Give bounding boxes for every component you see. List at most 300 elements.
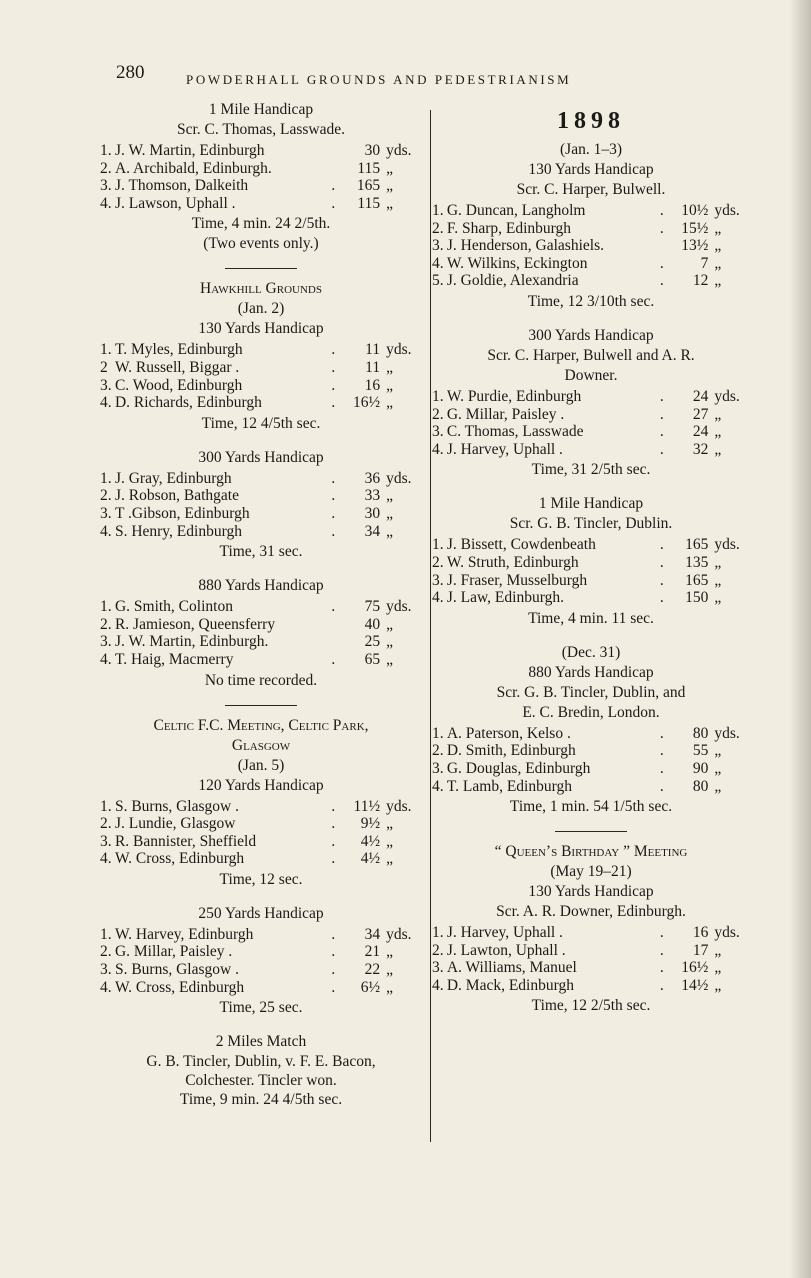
competitor-name: C. Wood, Edinburgh (114, 376, 243, 394)
leader-dot: . (331, 943, 336, 961)
results-list (100, 598, 422, 668)
result-row (100, 359, 422, 377)
leader-dot: . (331, 832, 336, 850)
leader-dot (316, 633, 350, 651)
result-row (100, 598, 422, 616)
competitor-name: W. Wilkins, Eckington (446, 254, 588, 272)
handicap-unit: „ (714, 959, 722, 977)
results-list (100, 470, 422, 540)
leader-dot: . (659, 571, 664, 589)
event-section (432, 643, 750, 817)
handicap-unit: „ (714, 254, 722, 272)
result-row (100, 341, 422, 359)
handicap-value: 15½ (681, 219, 709, 237)
place-number: 1. (432, 724, 444, 742)
running-title: POWDERHALL GROUNDS AND PEDESTRIANISM (186, 72, 572, 87)
event-title: 300 Yards Handicap (528, 326, 654, 344)
results-list (432, 725, 750, 795)
handicap-unit: „ (714, 777, 722, 795)
competitor-name: J. Lundie, Glasgow (114, 815, 236, 833)
event-title: 880 Yards Handicap (198, 577, 324, 595)
handicap-unit: „ (714, 405, 722, 423)
result-row (100, 850, 422, 868)
handicap-value: 115 (357, 194, 381, 212)
handicap-value: 30 (364, 504, 381, 522)
place-number: 4. (100, 978, 112, 996)
competitor-name: G. Millar, Paisley . (446, 405, 565, 423)
result-row (100, 616, 422, 634)
place-number: 2. (100, 487, 112, 505)
competitor-name: J. Harvey, Uphall . (446, 440, 563, 458)
handicap-value: 7 (700, 254, 709, 272)
meeting-heading: Hawkhill Grounds (200, 280, 322, 298)
place-number: 3. (100, 504, 112, 522)
place-number: 1. (100, 925, 112, 943)
place-number: 3. (100, 177, 112, 195)
place-number: 1. (432, 387, 444, 405)
place-number: 4. (432, 440, 444, 458)
result-row (432, 959, 750, 977)
handicap-value: 135 (685, 553, 709, 571)
place-number: 3. (100, 832, 112, 850)
competitor-name: A. Paterson, Kelso . (446, 724, 571, 742)
result-row (100, 943, 422, 961)
handicap-unit: yds. (386, 469, 412, 487)
result-row (432, 388, 750, 406)
leader-dot: . (331, 341, 336, 359)
handicap-value: 13½ (681, 237, 709, 255)
leader-dot: . (331, 598, 336, 616)
result-row (432, 272, 750, 290)
place-number: 4. (432, 254, 444, 272)
handicap-unit: „ (386, 815, 393, 833)
meeting-date: (May 19–21) (550, 863, 632, 881)
event-title: 2 Miles Match (215, 1033, 307, 1051)
place-number: 5. (432, 272, 444, 290)
handicap-unit: yds. (386, 142, 412, 159)
competitor-name: T .Gibson, Edinburgh (114, 504, 250, 522)
handicap-value: 34 (364, 522, 381, 540)
competitor-name: W. Cross, Edinburgh (114, 850, 245, 868)
leader-dot: . (331, 394, 336, 412)
event-title: 880 Yards Handicap (528, 663, 654, 681)
event-section (432, 326, 750, 480)
place-number: 2. (100, 943, 112, 961)
leader-dot: . (659, 742, 664, 760)
section-rule (225, 268, 297, 269)
place-number: 4. (100, 194, 112, 212)
handicap-value: 10½ (681, 202, 709, 219)
results-list (100, 142, 422, 212)
handicap-value: 12 (692, 272, 709, 290)
place-number: 2. (100, 159, 112, 177)
leader-dot: . (659, 777, 664, 795)
handicap-value: 14½ (681, 976, 709, 994)
competitor-name: A. Archibald, Edinburgh. (114, 159, 272, 177)
handicap-unit: „ (386, 504, 393, 522)
handicap-value: 21 (364, 943, 381, 961)
place-number: 1. (432, 536, 444, 554)
result-row (100, 651, 422, 669)
year-heading: 1898 (557, 108, 625, 134)
place-number: 1. (100, 797, 112, 815)
handicap-value: 27 (692, 405, 709, 423)
handicap-unit: „ (386, 177, 393, 195)
handicap-unit: yds. (714, 387, 740, 405)
time-line: Time, 31 2/5th sec. (531, 461, 651, 479)
section-rule (555, 831, 627, 832)
leader-dot: . (331, 177, 336, 195)
match-text: G. B. Tincler, Dublin, v. F. E. Bacon, (146, 1053, 376, 1071)
place-number: 2. (432, 553, 444, 571)
result-row (432, 572, 750, 590)
result-row (432, 742, 750, 760)
results-list (432, 388, 750, 458)
result-row (432, 202, 750, 220)
competitor-name: G. Duncan, Langholm (446, 202, 586, 219)
result-row (432, 942, 750, 960)
results-list (100, 341, 422, 411)
competitor-name: J. Goldie, Alexandria (446, 272, 579, 290)
competitor-name: R. Jamieson, Queensferry (114, 615, 276, 633)
scratch-line: Scr. C. Thomas, Lasswade. (176, 121, 346, 138)
competitor-name: T. Lamb, Edinburgh (446, 777, 572, 795)
event-title: 120 Yards Handicap (198, 776, 324, 794)
time-line: Time, 4 min. 11 sec. (528, 609, 654, 627)
scratch-line: Scr. G. B. Tincler, Dublin. (509, 515, 673, 533)
handicap-value: 17 (692, 941, 709, 959)
time-line: Time, 25 sec. (219, 999, 303, 1017)
competitor-name: J. Robson, Bathgate (114, 487, 239, 505)
results-list (432, 924, 750, 994)
handicap-unit: „ (714, 759, 722, 777)
place-number: 3. (432, 423, 444, 441)
result-row (100, 177, 422, 195)
place-number: 1. (432, 924, 444, 942)
leader-dot (645, 237, 679, 255)
result-row (100, 487, 422, 505)
result-row (432, 406, 750, 424)
handicap-unit: „ (714, 237, 722, 255)
place-number: 4. (432, 589, 444, 607)
place-number: 1. (100, 598, 112, 616)
handicap-value: 36 (364, 469, 381, 487)
result-row (432, 589, 750, 607)
result-row (432, 220, 750, 238)
leader-dot: . (659, 924, 664, 942)
leader-dot: . (331, 487, 336, 505)
place-number: 4. (100, 650, 112, 668)
competitor-name: S. Burns, Glasgow . (114, 797, 239, 815)
place-number: 3. (432, 571, 444, 589)
time-line: Time, 4 min. 24 2/5th. (191, 215, 331, 233)
handicap-unit: „ (386, 943, 393, 961)
handicap-value: 4½ (360, 850, 381, 868)
place-number: 3. (432, 759, 444, 777)
handicap-unit: yds. (386, 598, 412, 616)
place-number: 2. (432, 405, 444, 423)
result-row (100, 798, 422, 816)
handicap-unit: „ (386, 961, 393, 979)
handicap-value: 80 (692, 777, 709, 795)
scratch-line: Scr. A. R. Downer, Edinburgh. (496, 903, 686, 921)
handicap-value: 165 (685, 571, 709, 589)
handicap-value: 16½ (352, 394, 381, 412)
event-section (100, 279, 422, 433)
result-row (100, 523, 422, 541)
event-section (432, 494, 750, 628)
handicap-unit: „ (714, 553, 722, 571)
competitor-name: G. Smith, Colinton (114, 598, 233, 616)
event-section (100, 100, 422, 254)
event-title: 1 Mile Handicap (538, 495, 644, 513)
result-row (432, 725, 750, 743)
note-line: No time recorded. (204, 671, 318, 689)
handicap-value: 16½ (681, 959, 709, 977)
result-row (100, 142, 422, 160)
handicap-unit: „ (714, 219, 722, 237)
leader-dot: . (331, 978, 336, 996)
handicap-unit: „ (714, 589, 722, 607)
competitor-name: F. Sharp, Edinburgh (446, 219, 572, 237)
left-column (100, 100, 422, 1124)
handicap-unit: yds. (714, 536, 740, 554)
handicap-value: 9½ (360, 815, 381, 833)
result-row (432, 536, 750, 554)
competitor-name: J. Fraser, Musselburgh (446, 571, 588, 589)
handicap-unit: „ (386, 376, 393, 394)
note-line: (Two events only.) (203, 235, 319, 253)
event-section (100, 448, 422, 562)
competitor-name: G. Douglas, Edinburgh (446, 759, 591, 777)
meeting-heading: Celtic F.C. Meeting, Celtic Park, (153, 716, 369, 734)
result-row (432, 778, 750, 796)
competitor-name: C. Thomas, Lasswade (446, 423, 584, 441)
place-number: 2. (100, 815, 112, 833)
event-section (432, 842, 750, 1016)
result-row (432, 237, 750, 255)
scratch-line: Scr. C. Harper, Bulwell. (516, 181, 666, 198)
handicap-unit: yds. (714, 202, 740, 219)
leader-dot: . (659, 976, 664, 994)
place-number: 4. (432, 976, 444, 994)
handicap-value: 75 (364, 598, 381, 616)
result-row (100, 377, 422, 395)
handicap-value: 16 (692, 924, 709, 942)
scratch-line: Scr. C. Harper, Bulwell and A. R. (487, 346, 695, 364)
handicap-unit: „ (386, 159, 393, 177)
place-number: 2. (432, 219, 444, 237)
handicap-unit: „ (386, 615, 393, 633)
handicap-value: 11 (365, 358, 381, 376)
handicap-value: 4½ (360, 832, 381, 850)
leader-dot: . (331, 650, 336, 668)
competitor-name: D. Mack, Edinburgh (446, 976, 575, 994)
handicap-unit: „ (714, 440, 722, 458)
result-row (100, 195, 422, 213)
handicap-value: 30 (364, 142, 381, 159)
competitor-name: R. Bannister, Sheffield (114, 832, 257, 850)
handicap-value: 24 (692, 387, 709, 405)
handicap-unit: „ (386, 633, 393, 651)
handicap-value: 24 (692, 423, 709, 441)
handicap-unit: „ (386, 850, 393, 868)
leader-dot: . (659, 759, 664, 777)
competitor-name: J. W. Martin, Edinburgh (114, 142, 265, 159)
leader-dot: . (331, 925, 336, 943)
leader-dot: . (659, 553, 664, 571)
place-number: 2. (432, 941, 444, 959)
handicap-unit: „ (386, 487, 393, 505)
event-title: 250 Yards Handicap (198, 904, 324, 922)
leader-dot: . (659, 941, 664, 959)
handicap-unit: „ (386, 832, 393, 850)
competitor-name: T. Myles, Edinburgh (114, 341, 243, 359)
result-row (100, 633, 422, 651)
leader-dot: . (331, 850, 336, 868)
leader-dot: . (659, 724, 664, 742)
time-line: Time, 12 2/5th sec. (531, 997, 651, 1015)
place-number: 3. (100, 376, 112, 394)
result-row (100, 394, 422, 412)
handicap-value: 80 (692, 724, 709, 742)
leader-dot: . (659, 387, 664, 405)
leader-dot: . (659, 589, 664, 607)
result-row (100, 815, 422, 833)
competitor-name: D. Richards, Edinburgh (114, 394, 262, 412)
leader-dot: . (331, 358, 336, 376)
leader-dot (316, 616, 350, 634)
handicap-unit: „ (714, 272, 722, 290)
results-list (432, 202, 750, 290)
competitor-name: G. Millar, Paisley . (114, 943, 233, 961)
leader-dot: . (659, 405, 664, 423)
leader-dot (316, 160, 350, 178)
handicap-unit: „ (386, 194, 393, 212)
competitor-name: J. Henderson, Galashiels. (446, 237, 604, 255)
handicap-unit: „ (386, 978, 393, 996)
handicap-unit: „ (386, 394, 393, 412)
place-number: 3. (432, 237, 444, 255)
result-row (100, 961, 422, 979)
competitor-name: J. Lawson, Uphall . (114, 194, 236, 212)
handicap-value: 40 (364, 615, 381, 633)
place-number: 4. (100, 850, 112, 868)
result-row (432, 760, 750, 778)
competitor-name: J. Harvey, Uphall . (446, 924, 563, 942)
place-number: 1. (100, 469, 112, 487)
result-row (432, 554, 750, 572)
time-line: Time, 1 min. 54 1/5th sec. (509, 798, 673, 816)
results-list (432, 536, 750, 606)
scratch-line: Scr. G. B. Tincler, Dublin, and (496, 683, 686, 701)
handicap-unit: „ (386, 650, 393, 668)
leader-dot: . (331, 504, 336, 522)
page-number: 280 (116, 62, 145, 83)
handicap-value: 25 (364, 633, 381, 651)
event-title: 1 Mile Handicap (208, 101, 314, 118)
result-row (100, 160, 422, 178)
place-number: 3. (100, 961, 112, 979)
place-number: 4. (432, 777, 444, 795)
event-section (100, 716, 422, 890)
meeting-date: (Dec. 31) (561, 643, 621, 661)
competitor-name: J. Thomson, Dalkeith (114, 177, 249, 195)
meeting-heading-line2: Glasgow (231, 736, 291, 754)
leader-dot: . (331, 376, 336, 394)
column-divider (430, 110, 431, 1142)
competitor-name: W. Cross, Edinburgh (114, 978, 245, 996)
meeting-date: (Jan. 1–3) (560, 141, 622, 158)
results-list (100, 798, 422, 868)
handicap-value: 16 (364, 376, 381, 394)
handicap-value: 115 (357, 159, 381, 177)
handicap-value: 6½ (360, 978, 381, 996)
leader-dot: . (331, 522, 336, 540)
competitor-name: J. Gray, Edinburgh (114, 469, 232, 487)
result-row (432, 441, 750, 459)
handicap-unit: „ (714, 941, 722, 959)
leader-dot: . (331, 194, 336, 212)
competitor-name: J. Law, Edinburgh. (446, 589, 564, 607)
handicap-unit: yds. (714, 724, 740, 742)
result-row (100, 505, 422, 523)
section-rule (225, 705, 297, 706)
time-line: Time, 12 4/5th sec. (201, 414, 321, 432)
handicap-value: 32 (692, 440, 709, 458)
event-section (100, 1032, 422, 1110)
place-number: 4. (100, 522, 112, 540)
leader-dot: . (659, 202, 664, 219)
leader-dot: . (659, 272, 664, 290)
result-row (432, 423, 750, 441)
competitor-name: A. Williams, Manuel (446, 959, 577, 977)
event-section (432, 140, 750, 312)
handicap-value: 34 (364, 925, 381, 943)
handicap-value: 55 (692, 742, 709, 760)
right-column (432, 100, 750, 1030)
leader-dot: . (659, 254, 664, 272)
event-title: 130 Yards Handicap (528, 161, 654, 178)
leader-dot: . (331, 815, 336, 833)
handicap-unit: yds. (386, 341, 412, 359)
handicap-value: 33 (364, 487, 381, 505)
competitor-name: W. Purdie, Edinburgh (446, 387, 582, 405)
meeting-heading: “ Queen’s Birthday ” Meeting (494, 843, 688, 861)
leader-dot: . (331, 961, 336, 979)
event-title: 130 Yards Handicap (528, 883, 654, 901)
handicap-unit: „ (714, 742, 722, 760)
competitor-name: W. Russell, Biggar . (114, 358, 240, 376)
time-line: Time, 31 sec. (219, 543, 303, 561)
place-number: 1. (100, 341, 112, 359)
scratch-line-2: E. C. Bredin, London. (522, 703, 660, 721)
result-row (432, 977, 750, 995)
competitor-name: S. Burns, Glasgow . (114, 961, 239, 979)
event-title: 300 Yards Handicap (198, 448, 324, 466)
handicap-value: 22 (364, 961, 381, 979)
place-number: 3. (432, 959, 444, 977)
handicap-value: 165 (356, 177, 381, 195)
scratch-line-2: Downer. (564, 366, 618, 384)
competitor-name: J. W. Martin, Edinburgh. (114, 633, 269, 651)
time-line: Time, 12 sec. (219, 870, 303, 888)
result-row (100, 833, 422, 851)
handicap-unit: yds. (386, 797, 412, 815)
place-number: 1. (432, 202, 444, 219)
leader-dot (316, 142, 350, 160)
competitor-name: J. Lawton, Uphall . (446, 941, 566, 959)
